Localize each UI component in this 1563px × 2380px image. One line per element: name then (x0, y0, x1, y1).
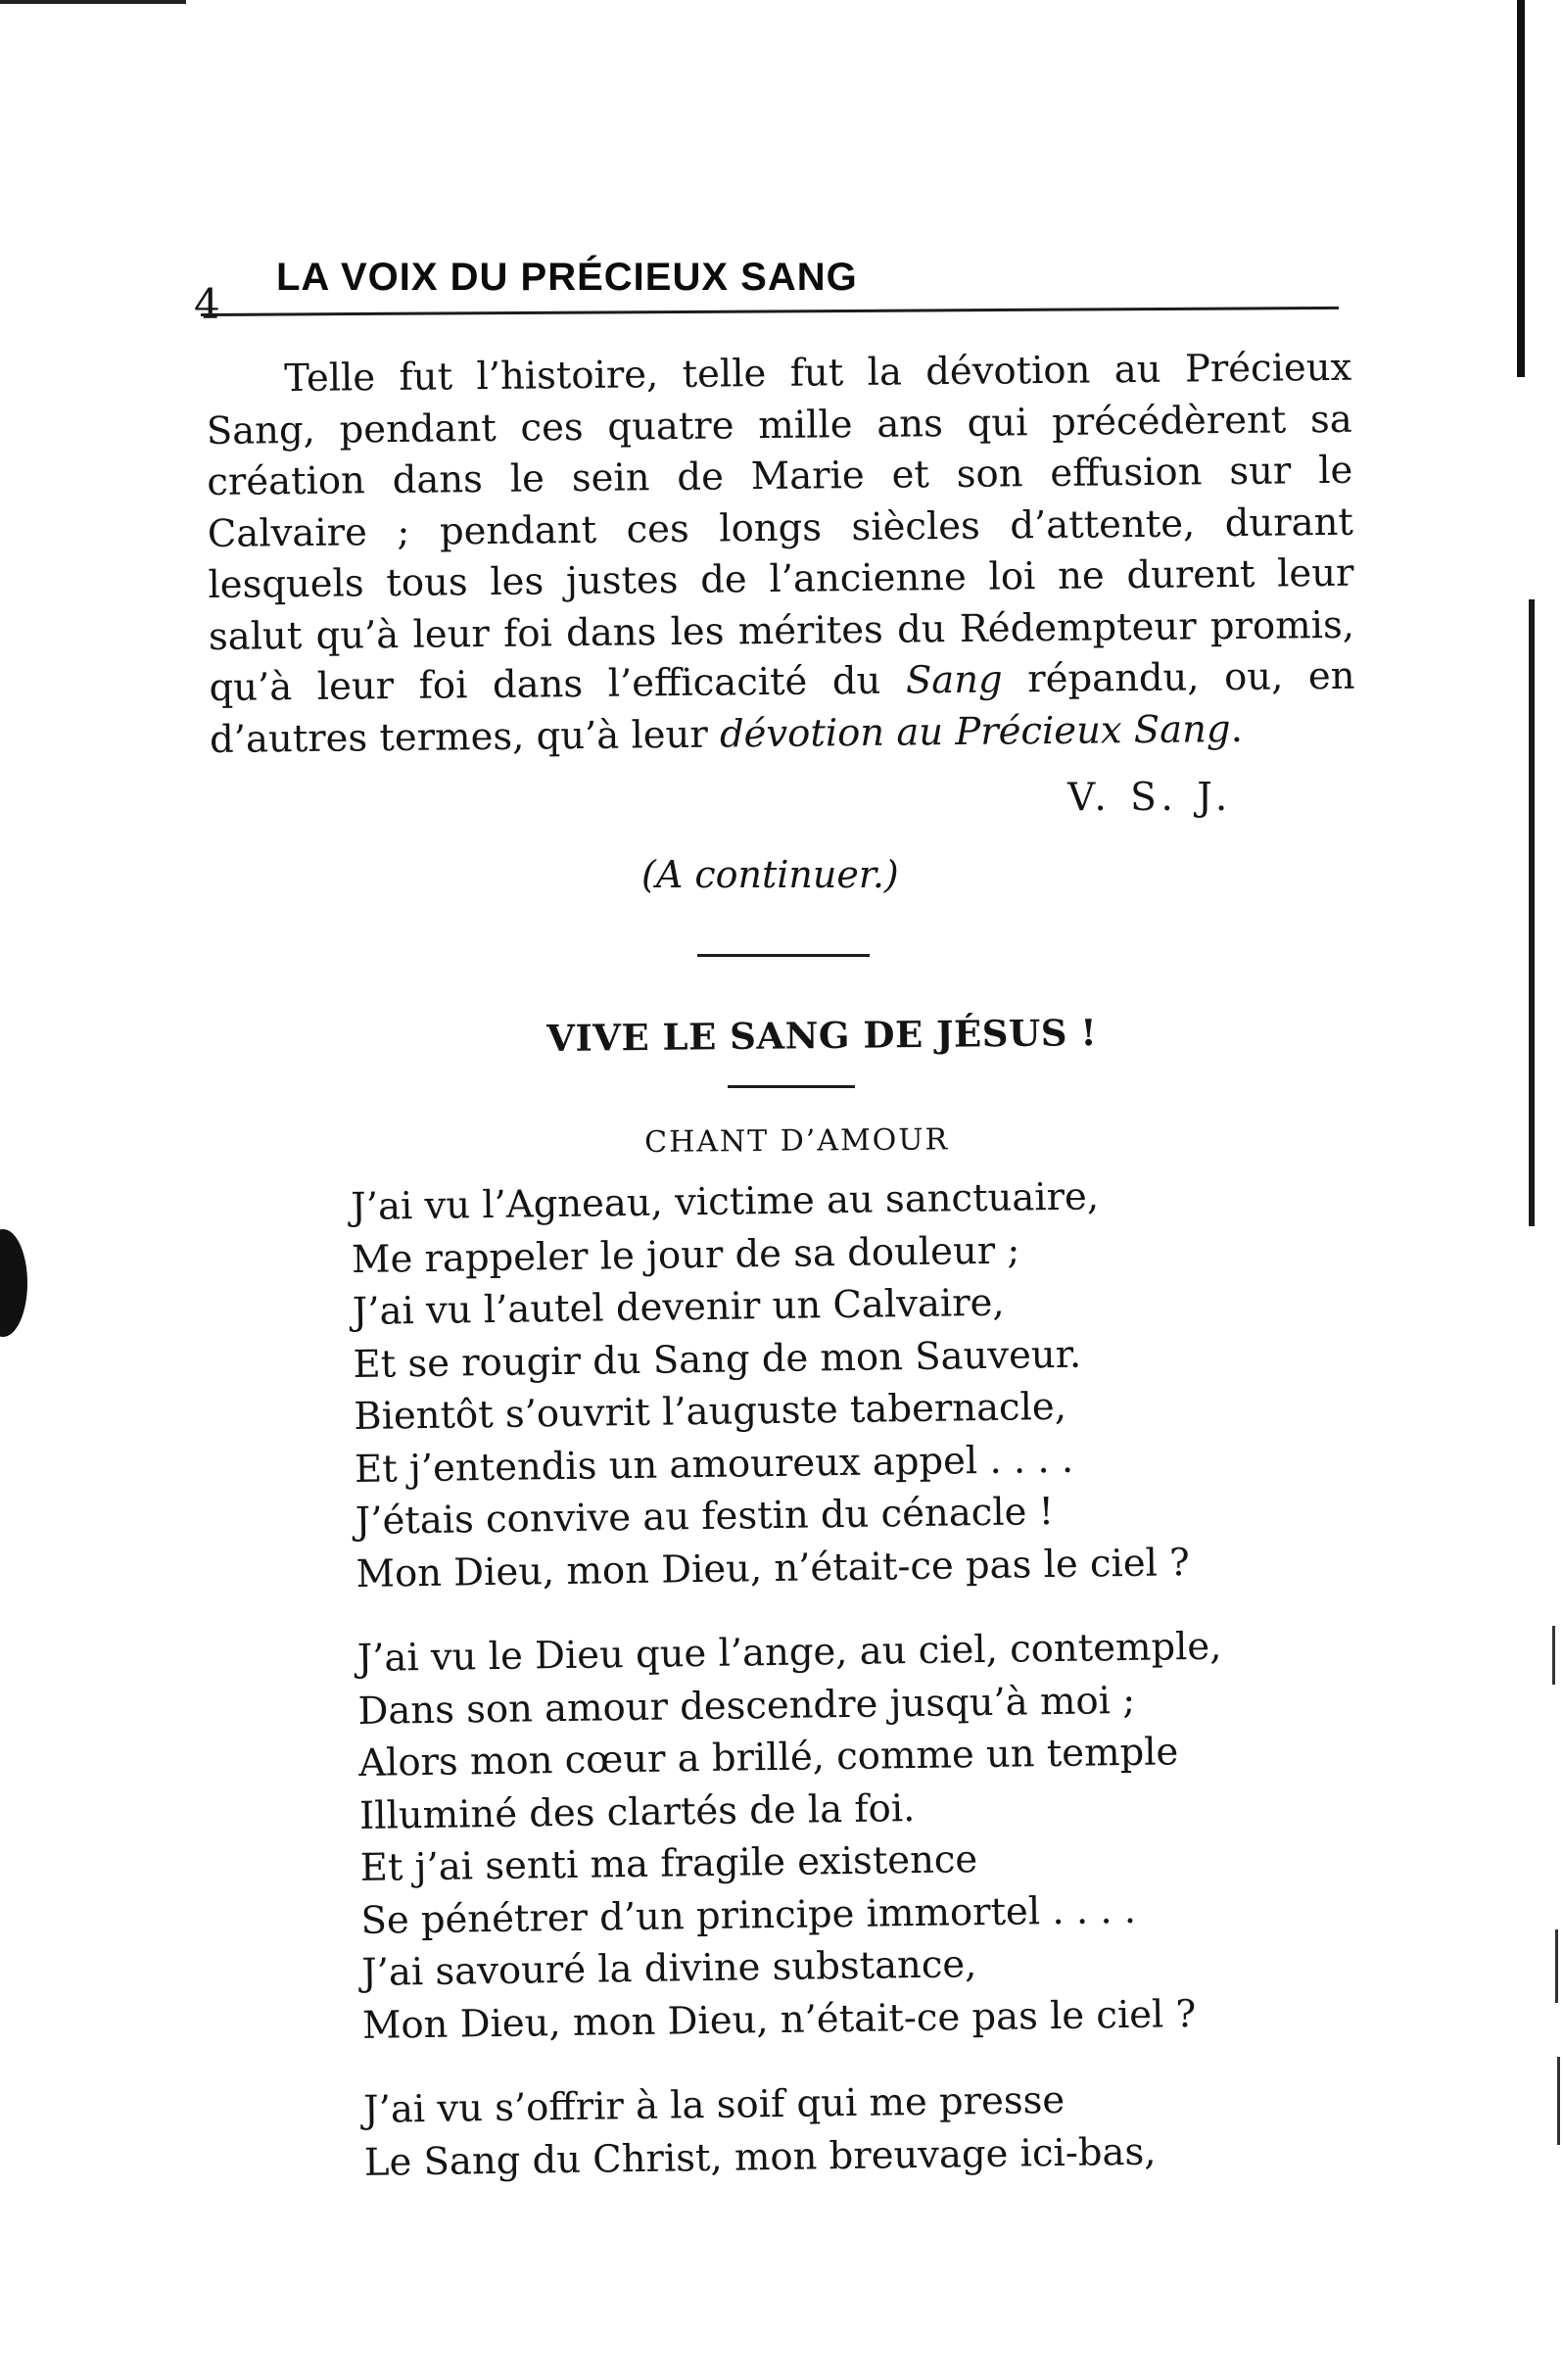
verse-line: J’étais convive au festin du cénacle ! (355, 1490, 1055, 1544)
scan-edge-mark (0, 0, 186, 4)
running-head: LA VOIX DU PRÉCIEUX SANG (276, 256, 858, 299)
italic-sang: Sang (905, 657, 1003, 703)
verse-line: Me rappeler le jour de sa douleur ; (351, 1227, 1020, 1282)
page-number: 4 (194, 280, 220, 328)
verse-line: Le Sang du Christ, mon breuvage ici-bas, (363, 2129, 1157, 2185)
scan-blot (0, 1229, 27, 1337)
stanza-1 (351, 1168, 1297, 1600)
verse-line: Se pénétrer d’un principe immortel . . . . (360, 1887, 1137, 1943)
verse-line: Dans son amour descendre jusqu’à moi ; (357, 1678, 1136, 1734)
song-title: VIVE LE SANG DE JÉSUS ! (546, 1011, 1098, 1060)
article-paragraph: Telle fut l’histoire, telle fut la dévotion au Précieux Sang, pendant ces quatre mille ans qui précédèrent sa création dans le sein de Marie et son effusion sur le Calvaire ; pendant ces longs siècles d’attente, durant lesquels tous les justes de l’ancienne loi ne durent leur salut qu’à leur foi dans les mérites du Rédempteur promis, qu’à leur foi dans l’efficacité du Sang répandu, ou, en d’autres termes, qu’à leur dévotion au Précieux Sang. (206, 345, 1355, 762)
section-divider (697, 954, 870, 957)
stanza-2 (356, 1620, 1302, 2052)
verses (351, 1168, 1305, 2221)
song-subtitle: CHANT D’AMOUR (644, 1122, 950, 1160)
verse-line: Et se rougir du Sang de mon Sauveur. (353, 1332, 1082, 1387)
verse-line: J’ai savouré la divine substance, (360, 1942, 977, 1995)
stanza-3 (363, 2071, 1304, 2189)
verse-line: Bientôt s’ouvrit l’auguste tabernacle, (354, 1384, 1067, 1439)
verse-line: Alors mon cœur a brillé, comme un temple (357, 1730, 1179, 1785)
continue-note: (A continuer.) (641, 853, 899, 896)
signature: V. S. J. (1067, 776, 1234, 820)
scan-edge-tick (1555, 1929, 1558, 2003)
verse-line: J’ai vu s’offrir à la soif qui me presse (362, 2077, 1066, 2132)
verse-line: Mon Dieu, mon Dieu, n’était-ce pas le ciel ? (361, 1991, 1197, 2048)
verse-line: Et j’ai senti ma fragile existence (359, 1837, 978, 1890)
verse-line: J’ai vu le Dieu que l’ange, au ciel, contemple, (356, 1624, 1222, 1681)
italic-devotion: dévotion au Précieux Sang (719, 706, 1231, 757)
verse-line: Et j’entendis un amoureux appel . . . . (354, 1437, 1074, 1492)
scan-edge-bar (1517, 0, 1525, 377)
scan-edge-tick (1557, 2057, 1560, 2145)
verse-line: J’ai vu l’Agneau, victime au sanctuaire, (351, 1174, 1100, 1229)
header-rule (201, 307, 1339, 316)
verse-line: J’ai vu l’autel devenir un Calvaire, (352, 1280, 1005, 1334)
verse-line: Illuminé des clartés de la foi. (358, 1785, 916, 1838)
scan-edge-bar (1529, 599, 1535, 1226)
scan-edge-tick (1552, 1626, 1555, 1685)
title-divider (728, 1085, 855, 1088)
verse-line: Mon Dieu, mon Dieu, n’était-ce pas le ciel ? (355, 1540, 1191, 1596)
